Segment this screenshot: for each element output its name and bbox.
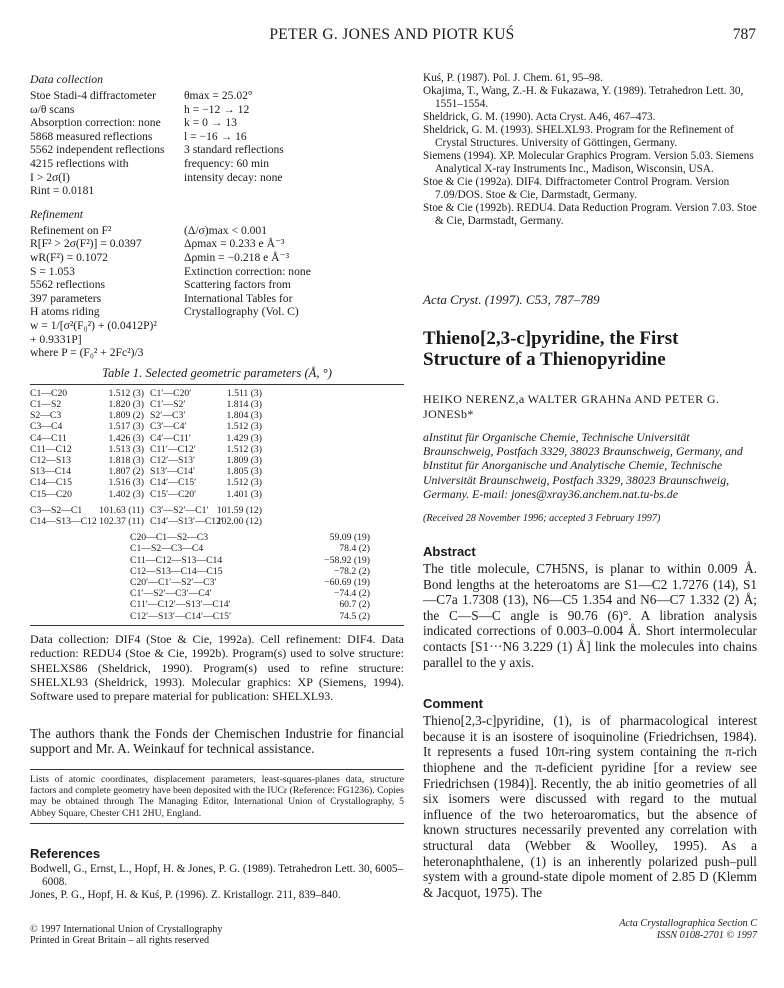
geom-label: S13′—C14′ (150, 466, 196, 478)
angle-table (30, 505, 404, 527)
data_collection-right-item: k = 0 → 13 (184, 116, 237, 130)
torsion-label: C20′—C1′—S2′—C3′ (130, 576, 217, 588)
geom-value: 1.804 (3) (226, 410, 262, 422)
torsion-value: 74.5 (2) (339, 610, 370, 622)
data_collection-right-item (184, 184, 404, 198)
acknowledgement: The authors thank the Fonds der Chemischen Industrie for financial support and Mr. A. Weinkauf for technical assistance. (30, 725, 404, 757)
refinement-list (30, 224, 404, 360)
torsion-value: −74.4 (2) (333, 588, 370, 600)
torsion-value: 59.09 (19) (329, 532, 370, 544)
refinement-right-item (184, 333, 404, 347)
author-list: HEIKO NERENZ,a WALTER GRAHNa AND PETER G. JONESb* (423, 392, 720, 421)
footer-left-line: Printed in Great Britain – all rights reserved (30, 934, 210, 946)
refinement-right-item (184, 319, 404, 333)
refinement-heading: Refinement (30, 206, 84, 221)
bond-table (30, 388, 404, 500)
received-dates: (Received 28 November 1996; accepted 3 February 1997) (423, 513, 661, 525)
table1-bottom-rule (30, 625, 404, 626)
reference-entry: Sheldrick, G. M. (1990). Acta Cryst. A46, 467–473. (423, 111, 656, 123)
geom-label: S2′—C3′ (150, 410, 186, 422)
torsion-value: −60.69 (19) (324, 576, 370, 588)
reference-entry: Stoe & Cie (1992b). REDU4. Data Reduction Program. Version 7.03. Stoe & Cie, Darmstadt, Germany. (423, 202, 757, 227)
refinement-right-item: Δρmin = −0.218 e Å⁻³ (184, 250, 290, 264)
torsion-label: C20—C1—S2—C3 (130, 532, 209, 544)
geom-label: C1′—S2′ (150, 398, 186, 410)
geom-value: 1.805 (3) (226, 466, 262, 478)
reference-entry: Bodwell, G., Ernst, L., Hopf, H. & Jones, P. G. (1989). Tetrahedron Lett. 30, 6005–6008. (30, 862, 404, 888)
page-number: 787 (732, 26, 756, 43)
refinement-right-item: Scattering factors from (184, 278, 291, 292)
deposit-note: Lists of atomic coordinates, displacement parameters, least-squares-planes data, structure factors and complete geometry have been deposited with the IUCr (Reference: FG1236). Copies may be obtained through The Managing Editor, International Union of Crystallography, 5 Abbey Square, Chester CH1 2HU, England. (30, 773, 404, 819)
geom-label: C14′—S13′—C12′ (150, 515, 224, 527)
geom-label: C1—C20 (30, 387, 68, 399)
geom-label: C15—C20 (30, 488, 72, 500)
geom-value: 101.59 (12) (216, 504, 262, 516)
geom-label: C14′—C15′ (150, 477, 197, 489)
geom-value: 1.512 (3) (226, 443, 262, 455)
geom-value: 1.402 (3) (108, 488, 144, 500)
geom-label: C14—S13—C12 (30, 515, 97, 527)
geom-value: 1.809 (3) (226, 454, 262, 466)
abstract-text: The title molecule, C7H5NS, is planar to within 0.009 Å. Bond lengths at the heteroatoms are S1—C2 1.7276 (14), S1—C7a 1.7308 (13), N6—C5 1.354 and N6—C7 1.332 (2) Å; the C—S—C angle is 90.76 (6)°. A libration analysis indicated corrections of 0.003–0.004 Å. Short intermolecular contacts [S1···N6 3.229 (1) Å] link the molecules into chains parallel to the y axis. (423, 561, 757, 670)
geom-label: C12′—S13′ (150, 454, 196, 466)
geom-value: 1.512 (3) (226, 477, 262, 489)
footer-right-line: ISSN 0108-2701 © 1997 (656, 929, 757, 941)
running-header-title: PETER G. JONES AND PIOTR KUŚ (269, 26, 515, 43)
refinement-right-item: Δρmax = 0.233 e Å⁻³ (184, 237, 285, 251)
torsion-label: C12—S13—C14—C15 (130, 565, 223, 577)
footer-left (30, 924, 404, 946)
torsion-table (130, 532, 404, 622)
geom-label: C3′—S2′—C1′ (150, 504, 209, 516)
geom-label: C11—C12 (30, 443, 72, 455)
geom-label: C12—S13 (30, 454, 71, 466)
running-header (0, 26, 784, 48)
geom-label: C11′—C12′ (150, 443, 196, 455)
refinement-left-item: w = 1/[σ²(F₀²) + (0.0412P)² (30, 318, 157, 332)
geom-label: C1—S2 (30, 398, 62, 410)
data_collection-left-item: ω/θ scans (30, 102, 75, 116)
refinement-right-item: International Tables for (184, 291, 293, 305)
geom-label: C3—S2—C1 (30, 504, 83, 516)
data_collection-right-item: frequency: 60 min (184, 156, 269, 170)
data-collection-list (30, 89, 404, 198)
journal-reference: Acta Cryst. (1997). C53, 787–789 (423, 292, 600, 307)
geom-value: 1.429 (3) (226, 432, 262, 444)
geom-value: 1.401 (3) (226, 488, 262, 500)
data_collection-left-item: 4215 reflections with (30, 156, 129, 170)
geom-value: 1.820 (3) (108, 398, 144, 410)
geom-value: 1.513 (3) (108, 443, 144, 455)
refinement-left-item: R[F² > 2σ(F²)] = 0.0397 (30, 237, 142, 251)
geom-label: S13—C14 (30, 466, 71, 478)
references-list-right (423, 72, 757, 228)
data_collection-left-item: 5868 measured reflections (30, 129, 153, 143)
geom-value: 1.818 (3) (108, 454, 144, 466)
torsion-label: C1—S2—C3—C4 (130, 543, 204, 555)
refinement-right-item: Extinction correction: none (184, 264, 311, 278)
refinement-left-item: 397 parameters (30, 291, 102, 305)
data_collection-left-item: 5562 independent reflections (30, 143, 165, 157)
geom-label: C3—C4 (30, 421, 63, 433)
programs-paragraph: Data collection: DIF4 (Stoe & Cie, 1992a). Cell refinement: DIF4. Data reduction: REDU4 (Stoe & Cie, 1992b). Program(s) used to solve structure: SHELXS86 (Sheldrick, 1990). Program(s) used to refine structure: SHELXL93 (Sheldrick, 1993). Molecular graphics: XP (Siemens, 1994). Software used to prepare material for publication: SHELXL93. (30, 631, 404, 704)
geom-value: 1.511 (3) (226, 387, 262, 399)
geom-value: 1.512 (3) (108, 387, 144, 399)
data_collection-right-item: intensity decay: none (184, 170, 283, 184)
data_collection-right-item: l = −16 → 16 (184, 129, 247, 143)
refinement-right-item: (Δ/σ)max < 0.001 (184, 223, 268, 237)
torsion-label: C1′—S2′—C3′—C4′ (130, 588, 212, 600)
footer-right-line: Acta Crystallographica Section C (619, 918, 757, 930)
geom-value: 1.426 (3) (108, 432, 144, 444)
geom-label: S2—C3 (30, 410, 62, 422)
refinement-left-item: S = 1.053 (30, 264, 75, 278)
footer-left-line: © 1997 International Union of Crystallography (30, 923, 223, 935)
refinement-left-item: H atoms riding (30, 305, 100, 319)
torsion-value: −78.2 (2) (333, 565, 370, 577)
table1-top-rule (30, 384, 404, 385)
geom-value: 1.809 (2) (108, 410, 144, 422)
geom-value: 1.512 (3) (226, 421, 262, 433)
comment-heading: Comment (423, 696, 483, 712)
geom-value: 1.516 (3) (108, 477, 144, 489)
deposit-top-rule (30, 769, 404, 770)
refinement-left-item: wR(F²) = 0.1072 (30, 250, 108, 264)
geom-value: 102.37 (11) (99, 515, 144, 527)
reference-entry: Siemens (1994). XP. Molecular Graphics Program. Version 5.03. Siemens Analytical X-ray Instruments Inc., Madison, Wisconsin, USA. (423, 150, 754, 175)
refinement-left-item: 5562 reflections (30, 278, 106, 292)
reference-entry: Kuś, P. (1987). Pol. J. Chem. 61, 95–98. (423, 72, 603, 84)
reference-entry: Sheldrick, G. M. (1993). SHELXL93. Program for the Refinement of Crystal Structures. University of Göttingen, Germany. (423, 124, 734, 149)
table1-caption: Table 1. Selected geometric parameters (Å, °) (102, 365, 332, 380)
geom-label: C1′—C20′ (150, 387, 192, 399)
comment-text: Thieno[2,3-c]pyridine, (1), is of pharmacological interest because it is an isostere of isoquinoline (Friedrichsen, 1984). It represents a fused 10π-ring system containing the π-rich thiophene and the π-deficient pyridine [for a review see Friedrichsen (1984)]. Recently, the ab initio geometries of all six isomers were discussed with regard to the mutual influence of the two heteroaromatics, but the absence of known structures necessarily prevented any correlation with structural data (Webber & Woolley, 1995). As a heteronaphthalene, (1) is an inherently polarized push–pull system with a ground-state dipole moment of 2.85 D (Klemm & Jacquot, 1975). The (423, 713, 757, 900)
geom-label: C3′—C4′ (150, 421, 187, 433)
refinement-left-item: + 0.9331P] (30, 332, 82, 346)
abstract-heading: Abstract (423, 544, 476, 560)
data_collection-left-item: Stoe Stadi-4 diffractometer (30, 89, 156, 102)
data_collection-right-item: θmax = 25.02° (184, 89, 253, 102)
geom-label: C4′—C11′ (150, 432, 192, 444)
data-collection-heading: Data collection (30, 72, 104, 86)
geom-label: C14—C15 (30, 477, 72, 489)
refinement-left-item: Refinement on F² (30, 223, 112, 237)
geom-value: 1.814 (3) (226, 398, 262, 410)
geom-value: 1.517 (3) (108, 421, 144, 433)
geom-label: C15′—C20′ (150, 488, 197, 500)
torsion-label: C11′—C12′—S13′—C14′ (130, 599, 231, 611)
reference-entry: Stoe & Cie (1992a). DIF4. Diffractometer Control Program. Version 7.09/DOS. Stoe & Cie, Darmstadt, Germany. (423, 176, 730, 201)
refinement-right-item (184, 346, 404, 360)
torsion-label: C11—C12—S13—C14 (130, 554, 223, 566)
refinement-left-item: where P = (F₀² + 2Fc²)/3 (30, 346, 144, 360)
geom-label: C4—C11 (30, 432, 67, 444)
geom-value: 1.807 (2) (108, 466, 144, 478)
data_collection-right-item: h = −12 → 12 (184, 102, 250, 116)
affiliation: aInstitut für Organische Chemie, Technische Universität Braunschweig, Postfach 3329, 38023 Braunschweig, Germany, and bInstitut für Anorganische und Analytische Chemie, Technische Universität Braunschweig, Postfach 3329, 38023 Braunschweig, Germany. E-mail: jones@xray36.anchem.nat.tu-bs.de (423, 430, 743, 501)
article-title: Thieno[2,3-c]pyridine, the First Structure of a Thienopyridine (423, 328, 679, 370)
data_collection-left-item: I > 2σ(I) (30, 170, 70, 184)
reference-entry: Okajima, T., Wang, Z.-H. & Fukazawa, Y. (1989). Tetrahedron Lett. 30, 1551–1554. (423, 85, 744, 110)
reference-entry: Jones, P. G., Hopf, H. & Kuś, P. (1996). Z. Kristallogr. 211, 839–840. (30, 888, 341, 901)
torsion-value: 78.4 (2) (339, 543, 370, 555)
refinement-right-item: Crystallography (Vol. C) (184, 305, 299, 319)
data_collection-left-item: Rint = 0.0181 (30, 184, 95, 198)
right-column (423, 72, 757, 941)
torsion-value: −58.92 (19) (324, 554, 370, 566)
data_collection-left-item: Absorption correction: none (30, 116, 161, 130)
torsion-label: C12′—S13′—C14′—C15′ (130, 610, 232, 622)
references-heading: References (30, 845, 101, 861)
geom-value: 102.00 (12) (216, 515, 262, 527)
left-column (30, 72, 404, 946)
deposit-bottom-rule (30, 823, 404, 824)
geom-value: 101.63 (11) (99, 504, 144, 516)
footer-right (423, 918, 757, 940)
torsion-value: 60.7 (2) (339, 599, 370, 611)
data_collection-right-item: 3 standard reflections (184, 143, 284, 157)
references-list-left (30, 863, 404, 902)
